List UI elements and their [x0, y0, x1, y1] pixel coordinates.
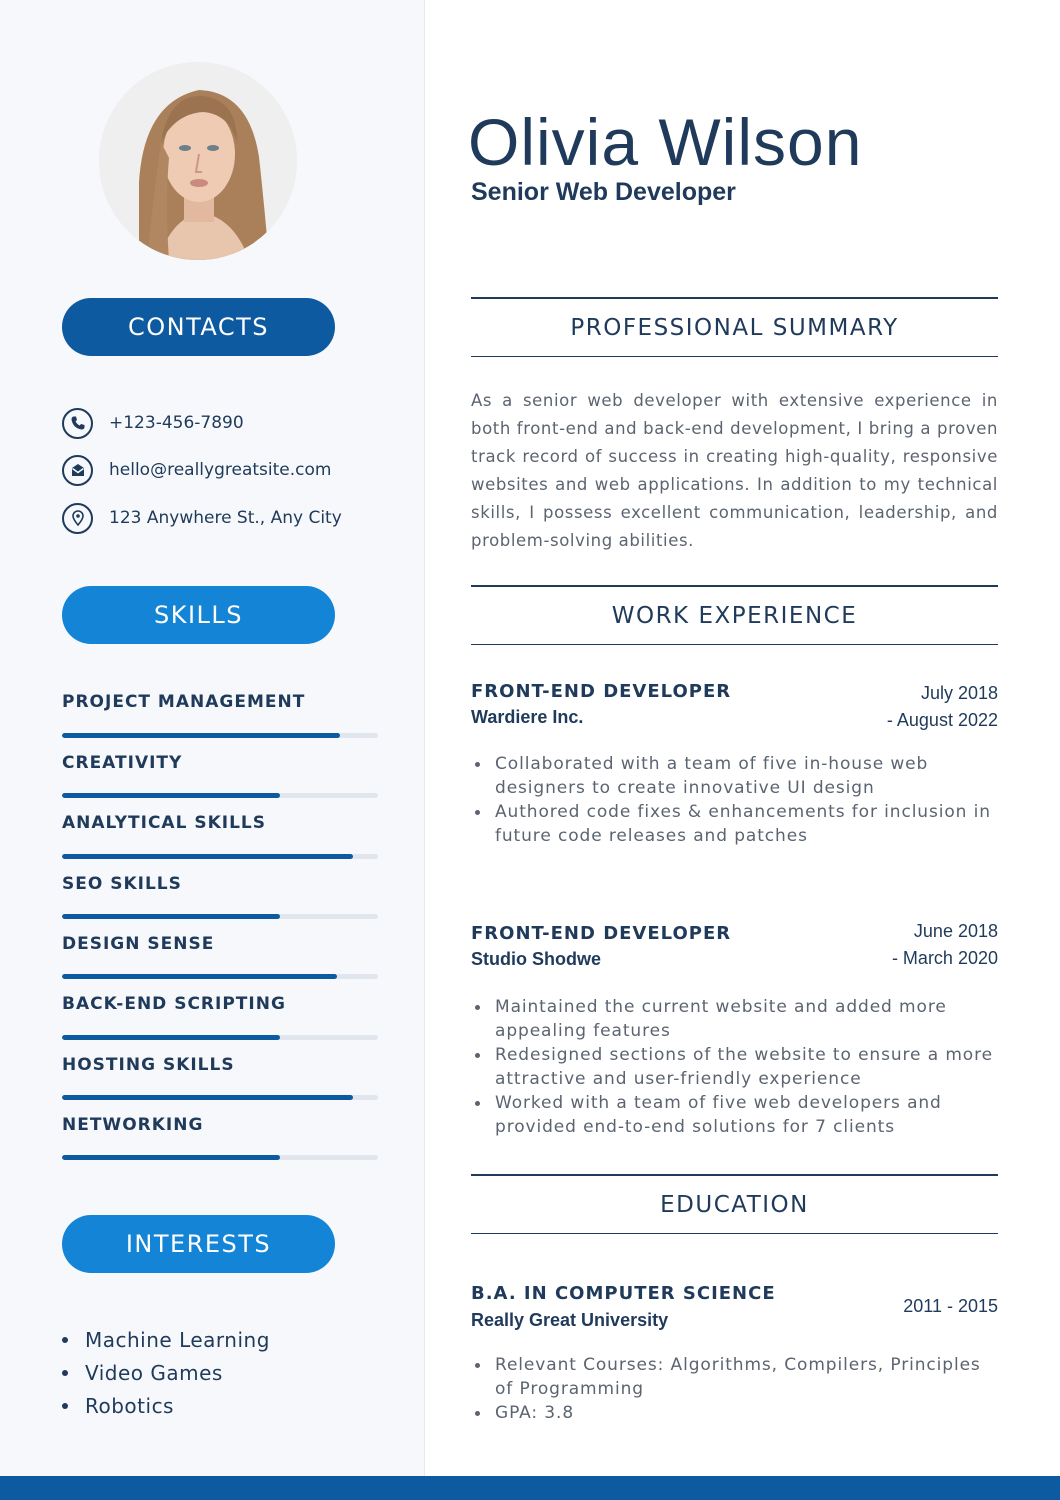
contact-phone: [62, 407, 244, 439]
skill-label: HOSTING SKILLS: [62, 1055, 235, 1075]
skill-bar-fill: [62, 1035, 280, 1040]
summary-text: As a senior web developer with extensive experience in both front-end and back-end development, I bring a proven track record of success in creating high-quality, responsive websites and web applications. In addition to my technical skills, I possess excellent communication, leadership, and problem-solving abilities.: [471, 391, 998, 550]
interest-label: Robotics: [85, 1394, 174, 1418]
skill-bar: [62, 1095, 378, 1100]
skill-bar-fill: [62, 733, 340, 738]
education-bullet: GPA: 3.8: [471, 1401, 1001, 1425]
job-bullet: Redesigned sections of the website to ensure a more attractive and user-friendly experience: [471, 1043, 1001, 1091]
phone-text: +123-456-7890: [109, 413, 244, 433]
interest-item: [62, 1328, 270, 1352]
job-bullets: [471, 995, 1001, 1139]
profile-photo: [99, 62, 297, 260]
skill-bar-fill: [62, 793, 280, 798]
skill-label: SEO SKILLS: [62, 874, 182, 894]
skill-bar: [62, 974, 378, 979]
education-heading: EDUCATION: [471, 1174, 998, 1234]
education-school: Really Great University: [471, 1310, 669, 1330]
location-icon: [62, 503, 93, 534]
skill-label: NETWORKING: [62, 1115, 204, 1135]
skill-bar-fill: [62, 1095, 353, 1100]
email-icon: [62, 455, 93, 486]
job-company: Studio Shodwe: [471, 949, 601, 969]
skill-label: ANALYTICAL SKILLS: [62, 813, 266, 833]
skill-bar-fill: [62, 854, 353, 859]
skill-bar: [62, 1155, 378, 1160]
bullet-dot: [62, 1370, 68, 1376]
skill-bar: [62, 733, 378, 738]
interest-label: Video Games: [85, 1361, 223, 1385]
phone-icon: [62, 408, 93, 439]
job-date-end: - August 2022: [886, 710, 998, 730]
skill-bar: [62, 914, 378, 919]
interest-item: [62, 1394, 174, 1418]
skill-bar: [62, 854, 378, 859]
skill-bar: [62, 1035, 378, 1040]
education-bullets: [471, 1353, 1001, 1425]
contact-address: [62, 502, 342, 534]
skill-label: DESIGN SENSE: [62, 934, 215, 954]
skills-heading: SKILLS: [62, 586, 335, 644]
job-date-start: July 2018: [920, 683, 998, 703]
skill-bar: [62, 793, 378, 798]
bullet-dot: [62, 1403, 68, 1409]
education-dates: 2011 - 2015: [903, 1296, 998, 1316]
job-company: Wardiere Inc.: [471, 707, 584, 727]
footer-bar: [0, 1476, 1060, 1500]
contact-email: [62, 454, 331, 486]
summary-heading: PROFESSIONAL SUMMARY: [471, 297, 998, 357]
address-text: 123 Anywhere St., Any City: [109, 508, 342, 528]
job-role: FRONT-END DEVELOPER: [471, 923, 732, 944]
candidate-title: Senior Web Developer: [471, 178, 736, 206]
skill-label: CREATIVITY: [62, 753, 183, 773]
bullet-dot: [62, 1337, 68, 1343]
interest-item: [62, 1361, 223, 1385]
contacts-heading: CONTACTS: [62, 298, 335, 356]
interests-heading: INTERESTS: [62, 1215, 335, 1273]
experience-heading: WORK EXPERIENCE: [471, 585, 998, 645]
skill-label: PROJECT MANAGEMENT: [62, 692, 306, 712]
job-role: FRONT-END DEVELOPER: [471, 681, 732, 702]
job-date-end: - March 2020: [891, 948, 998, 968]
job-bullet: Authored code fixes & enhancements for inclusion in future code releases and patches: [471, 800, 1001, 848]
job-bullet: Collaborated with a team of five in-house web designers to create innovative UI design: [471, 752, 1001, 800]
skill-bar-fill: [62, 914, 280, 919]
skill-bar-fill: [62, 1155, 280, 1160]
candidate-name: Olivia Wilson: [468, 105, 863, 179]
interest-label: Machine Learning: [85, 1328, 270, 1352]
job-date-start: June 2018: [913, 921, 998, 941]
job-bullet: Maintained the current website and added more appealing features: [471, 995, 1001, 1043]
skill-label: BACK-END SCRIPTING: [62, 994, 286, 1014]
email-text: hello@reallygreatsite.com: [109, 460, 332, 480]
education-degree: B.A. IN COMPUTER SCIENCE: [471, 1283, 776, 1304]
job-bullets: [471, 752, 1001, 848]
education-bullet: Relevant Courses: Algorithms, Compilers, Principles of Programming: [471, 1353, 1001, 1401]
skill-bar-fill: [62, 974, 337, 979]
job-bullet: Worked with a team of five web developers and provided end-to-end solutions for 7 clients: [471, 1091, 1001, 1139]
